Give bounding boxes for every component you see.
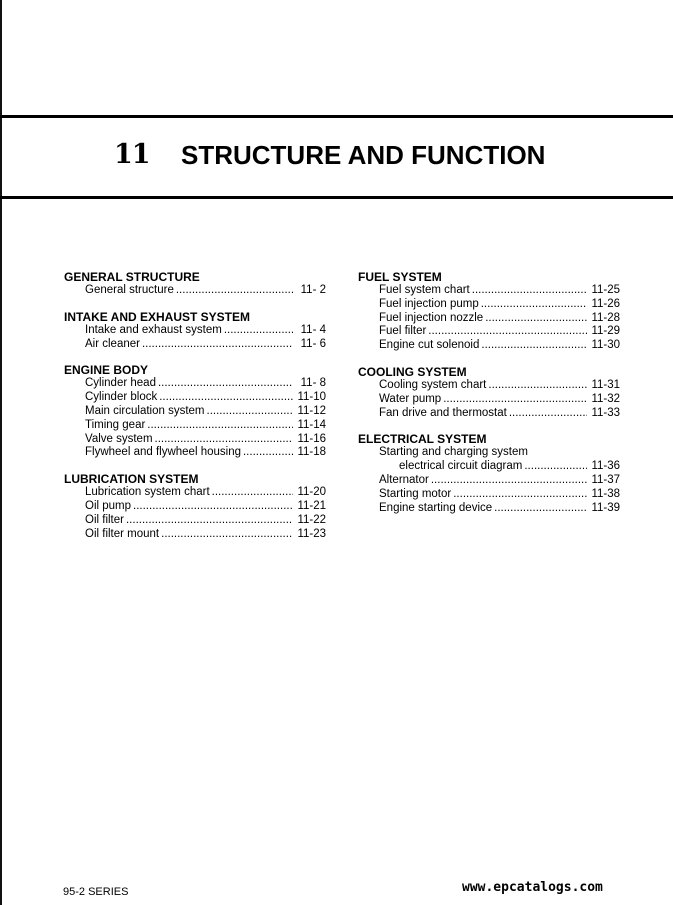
entry-label: Timing gear [85,418,146,431]
leader-dots [142,338,293,352]
entry-page-number: 11-25 [591,284,620,296]
toc-entry[interactable] [64,377,326,391]
entry-page-number: 11-33 [591,406,620,419]
entry-label: Fan drive and thermostat [379,406,507,419]
leader-dots [485,312,587,326]
watermark-url: www.epcatalogs.com [462,880,603,895]
entry-page-number: 11-18 [297,446,326,459]
section-title: GENERAL STRUCTURE [64,270,200,284]
toc-entry[interactable] [64,514,326,528]
toc-entry[interactable] [64,284,326,298]
entry-page-number: 11-29 [591,325,620,338]
entry-page-number: 11-10 [297,391,326,404]
entry-page-number: 11-36 [591,460,620,473]
series-label: 95-2 SERIES [63,886,129,898]
entry-page-number: 11-32 [591,392,620,405]
leader-dots [159,391,293,405]
leader-dots [494,502,587,516]
entry-label: Water pump [379,392,442,405]
toc-section [358,270,620,353]
toc-entry[interactable] [64,433,326,447]
entry-page-number: 11-31 [591,378,620,391]
entry-label: Air cleaner [85,337,140,350]
entry-page-number: 11-30 [591,339,620,352]
entry-page-number: 11- 8 [300,377,326,390]
entry-page-number: 11- 6 [300,337,326,350]
toc-entry[interactable] [358,339,620,353]
leader-dots [212,486,293,500]
toc-entry[interactable] [358,393,620,407]
entry-label: Cylinder head [85,377,156,390]
header-rule-top [0,115,673,118]
entry-label: Lubrication system chart [85,486,210,499]
leader-dots [488,379,587,393]
entry-label: Engine cut solenoid [379,339,480,352]
section-title: COOLING SYSTEM [358,364,467,379]
toc-section [358,365,620,420]
toc-section [358,432,620,515]
section-title: INTAKE AND EXHAUST SYSTEM [64,309,251,324]
toc-entry[interactable] [64,528,326,542]
toc-entry[interactable] [64,324,326,338]
entry-label: Intake and exhaust system [85,323,222,336]
leader-dots [509,407,587,421]
toc-entry[interactable] [358,502,620,516]
toc-entry[interactable] [358,488,620,502]
entry-page-number: 11-37 [591,473,620,486]
toc-entry[interactable] [358,446,620,460]
entry-label: Fuel injection pump [379,297,479,310]
entry-label: Valve system [85,432,153,445]
leader-dots [207,405,293,419]
leader-dots [224,324,293,338]
entry-page-number: 11-21 [297,499,326,512]
entry-label: Starting and charging system [379,446,528,459]
toc-entry[interactable] [64,338,326,352]
entry-page-number: 11-38 [591,487,620,500]
leader-dots [431,474,587,488]
section-title: LUBRICATION SYSTEM [64,472,199,487]
leader-dots [176,284,293,298]
entry-page-number: 11-22 [297,513,326,526]
page-left-edge [0,0,2,905]
entry-page-number: 11-28 [591,311,620,324]
entry-page-number: 11- 4 [300,323,326,336]
toc-section [64,472,326,541]
leader-dots [443,393,587,407]
leader-dots [126,514,293,528]
toc-entry[interactable] [358,312,620,326]
entry-label: electrical circuit diagram [399,460,523,473]
section-title: ELECTRICAL SYSTEM [358,432,487,447]
leader-dots [243,446,293,460]
entry-label: Fuel system chart [379,284,470,296]
entry-page-number: 11-39 [591,501,620,514]
entry-page-number: 11- 2 [300,284,326,296]
leader-dots [481,298,587,312]
toc-entry[interactable] [358,460,620,474]
entry-page-number: 11-20 [297,486,326,499]
entry-label: Fuel injection nozzle [379,311,484,324]
leader-dots [428,325,587,339]
toc-entry[interactable] [64,500,326,514]
entry-label: Alternator [379,473,429,486]
toc-entry[interactable] [358,407,620,421]
toc-entry[interactable] [358,379,620,393]
toc-left-column [64,270,326,553]
leader-dots [472,284,587,298]
toc-entry[interactable] [358,298,620,312]
chapter-title: STRUCTURE AND FUNCTION [181,140,546,170]
entry-page-number: 11-26 [591,297,620,310]
leader-dots [147,419,293,433]
header-rule-bottom [0,196,673,199]
entry-label: General structure [85,284,174,296]
toc-section [64,270,326,298]
entry-page-number: 11-14 [297,418,326,431]
entry-label: Fuel filter [379,325,427,338]
entry-label: Oil filter mount [85,527,160,540]
leader-dots [161,528,293,542]
toc-entry[interactable] [64,419,326,433]
toc-entry[interactable] [64,391,326,405]
toc-section [64,310,326,352]
entry-page-number: 11-23 [297,527,326,540]
entry-page-number: 11-16 [297,432,326,445]
entry-page-number: 11-12 [297,404,326,417]
toc-entry[interactable] [64,446,326,460]
entry-label: Cylinder block [85,391,158,404]
leader-dots [481,339,587,353]
toc-entry[interactable] [358,474,620,488]
leader-dots [158,377,293,391]
entry-label: Engine starting device [379,501,493,514]
toc-entry[interactable] [358,284,620,298]
leader-dots [524,460,587,474]
entry-label: Main circulation system [85,404,205,417]
toc-entry[interactable] [64,486,326,500]
toc-entry[interactable] [358,325,620,339]
section-title: ENGINE BODY [64,363,149,378]
toc-section [64,363,326,460]
toc-right-column [358,270,620,527]
chapter-number: 11 [114,139,150,170]
entry-label: Starting motor [379,487,452,500]
section-title: FUEL SYSTEM [358,270,442,284]
leader-dots [453,488,587,502]
entry-label: Cooling system chart [379,378,487,391]
entry-label: Oil filter [85,513,124,526]
entry-label: Flywheel and flywheel housing [85,446,241,459]
toc-entry[interactable] [64,405,326,419]
entry-label: Oil pump [85,499,132,512]
leader-dots [155,433,293,447]
leader-dots [133,500,293,514]
